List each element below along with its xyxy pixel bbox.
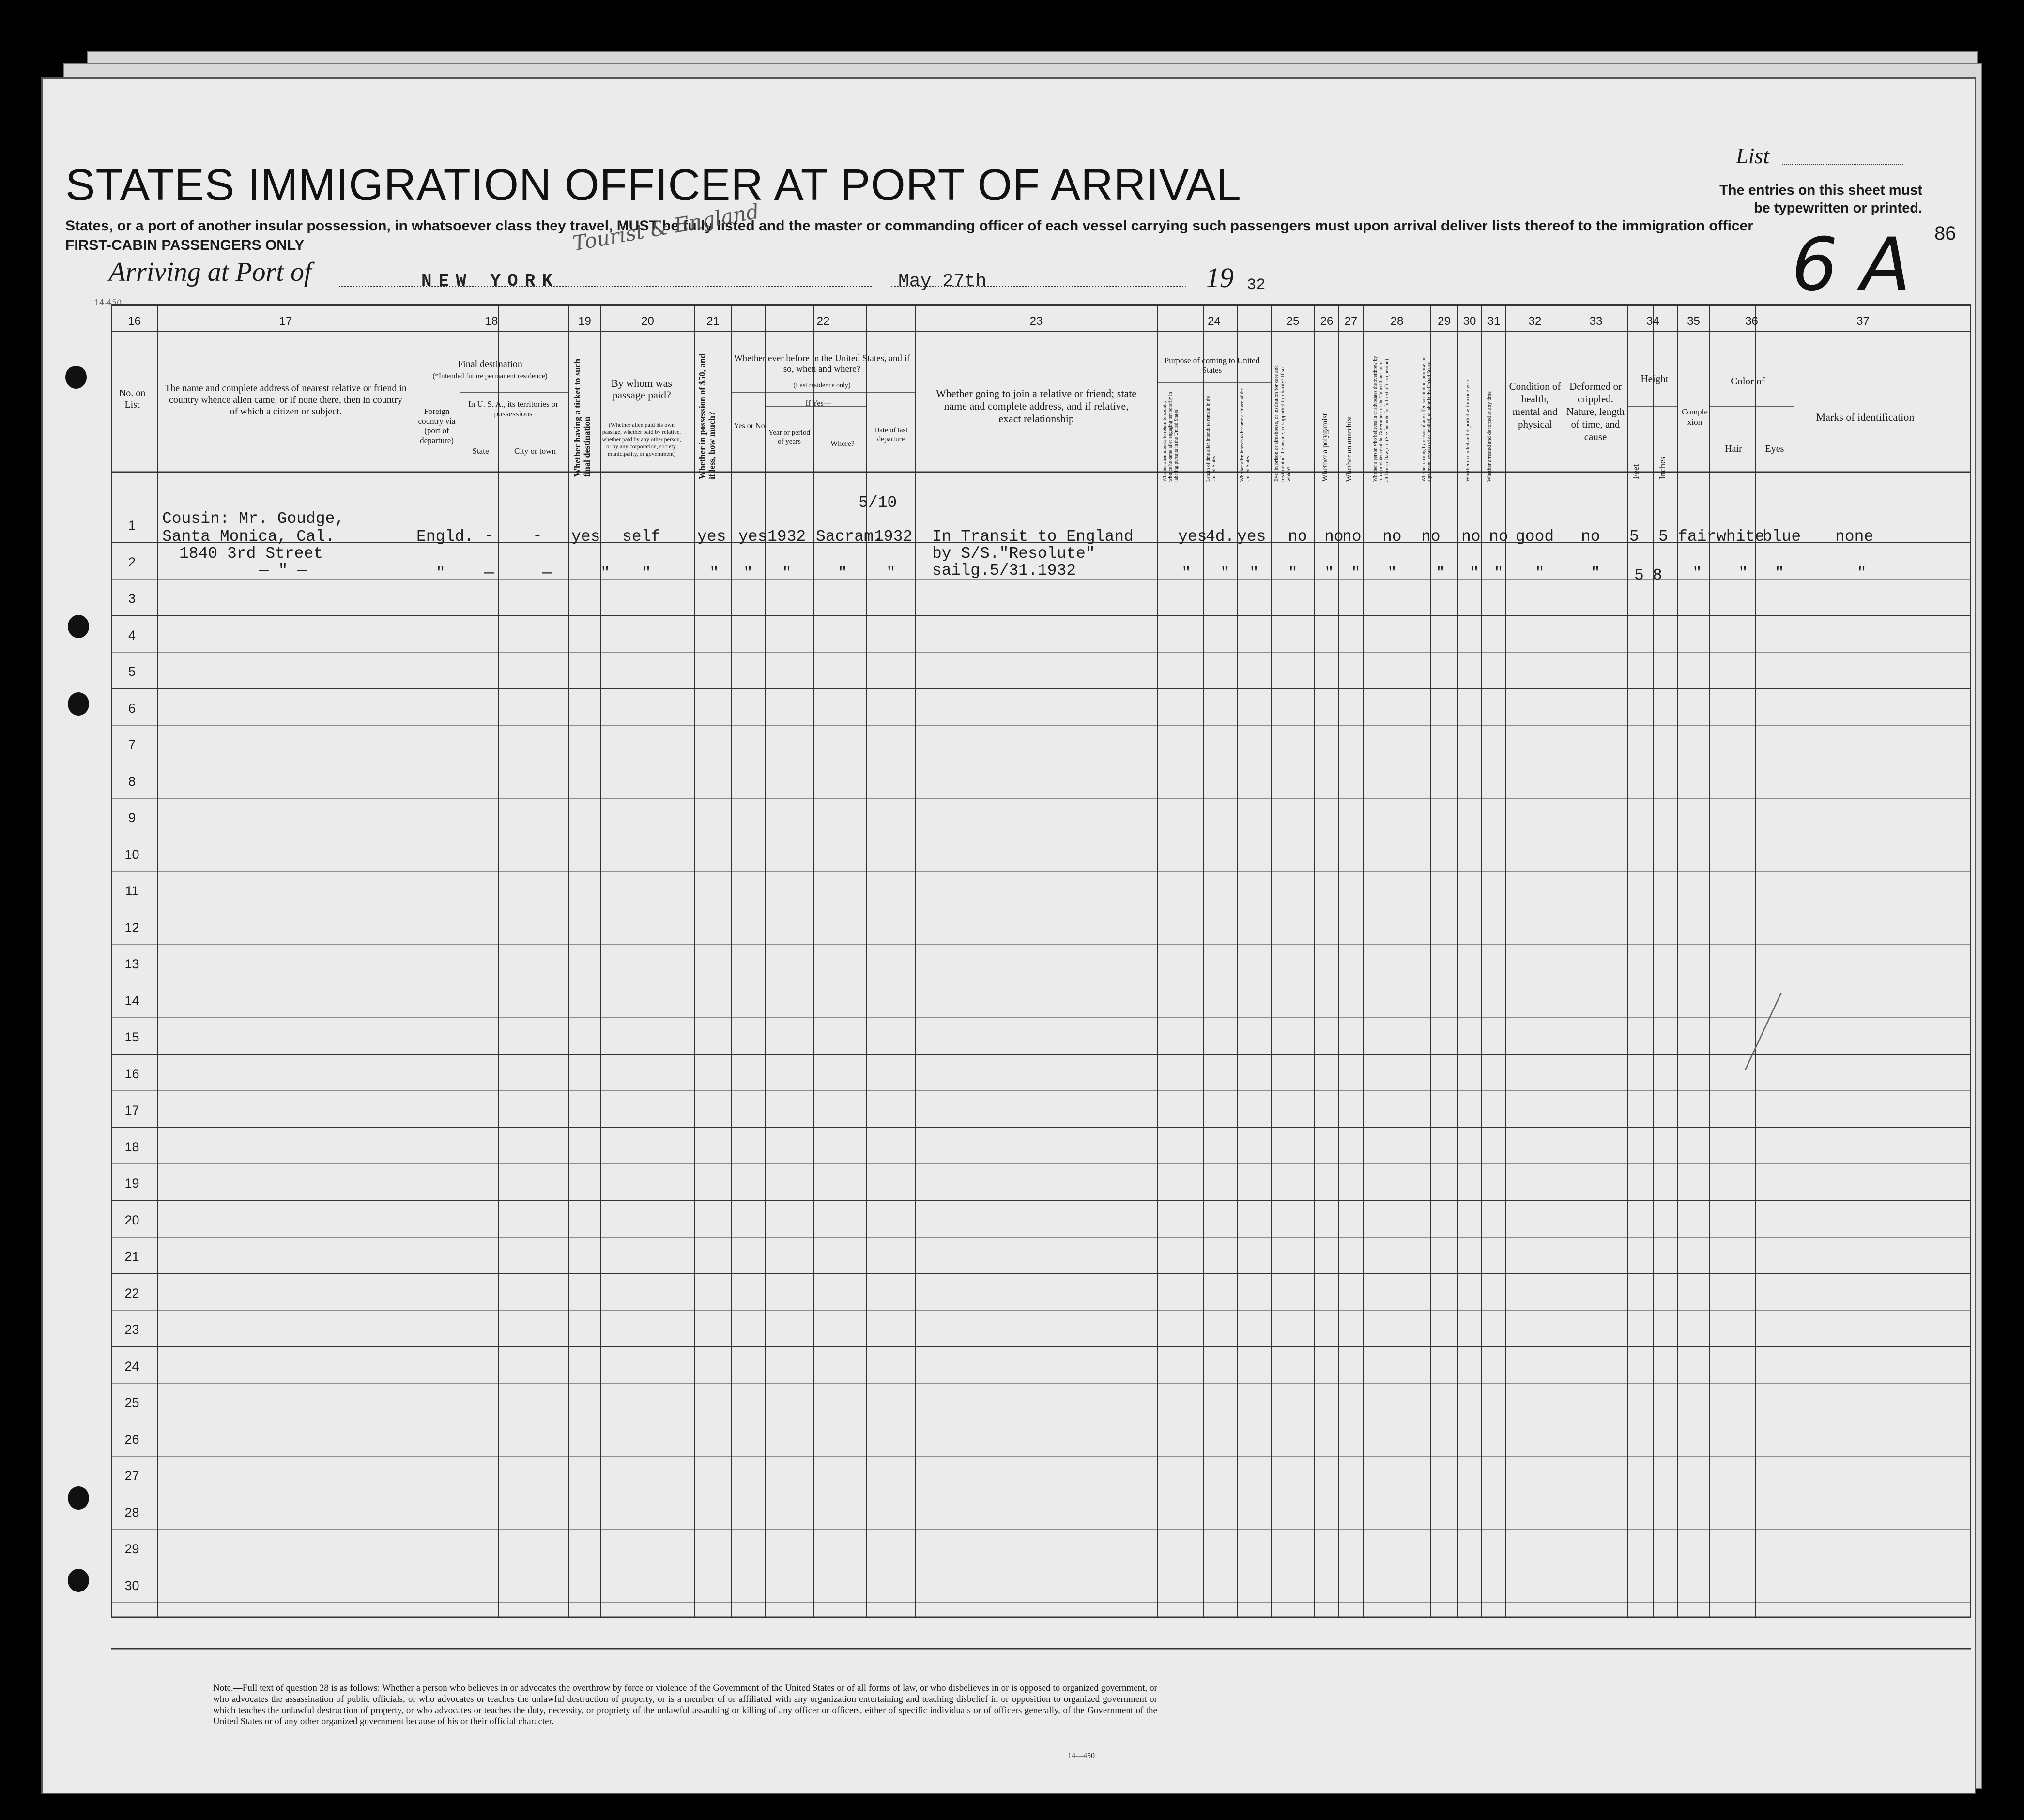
- header-height: Height: [1641, 373, 1669, 384]
- row1-state: -: [484, 527, 494, 545]
- row2-ditto: ": [1351, 564, 1361, 582]
- row-number-18: 18: [124, 1139, 139, 1154]
- row1-hair: white: [1717, 528, 1765, 546]
- row-number-26: 26: [124, 1432, 139, 1447]
- header-final-destination-note: (*Intended future permanent residence): [432, 372, 548, 380]
- header-anarchist: Whether an anarchist: [1345, 416, 1353, 482]
- header-where: Where?: [830, 440, 855, 448]
- handwritten-annotation: Tourist & England: [570, 199, 761, 256]
- row1-eyes: blue: [1763, 528, 1801, 546]
- column-number-22: 22: [816, 315, 830, 328]
- row2-ditto: —: [484, 564, 494, 582]
- row-number-21: 21: [124, 1249, 139, 1264]
- row-number-10: 10: [124, 847, 139, 862]
- row-number-7: 7: [128, 737, 136, 752]
- row-number-30: 30: [124, 1578, 139, 1593]
- arriving-label: Arriving at Port of: [109, 257, 312, 287]
- row1-money: yes: [697, 528, 726, 546]
- row1-relative-line2: Santa Monica, Cal.: [162, 528, 335, 546]
- row2-ditto: ": [642, 564, 651, 582]
- row1-purpose: yes: [1178, 528, 1207, 546]
- header-excluded: Whether excluded and deported within one year: [1465, 379, 1471, 482]
- column-number-34: 34: [1646, 315, 1659, 328]
- row2-ditto: ": [709, 564, 719, 582]
- column-number-21: 21: [706, 315, 720, 328]
- row1-ticket: yes: [571, 528, 600, 546]
- row-number-23: 23: [124, 1322, 139, 1337]
- arrival-date: May 27th: [898, 271, 987, 292]
- row-number-17: 17: [124, 1103, 139, 1117]
- row-number-24: 24: [124, 1359, 139, 1374]
- page-number: 86: [1934, 223, 1956, 244]
- list-label: List: [1736, 143, 1770, 168]
- row2-ditto: ": [1775, 564, 1784, 582]
- row1-prison: no: [1288, 528, 1307, 546]
- row-number-3: 3: [128, 591, 136, 606]
- row2-ditto: ": [1591, 564, 1600, 582]
- row2-ditto: ": [1494, 564, 1503, 582]
- row2-ditto: ": [782, 564, 792, 582]
- row1-deformed: no: [1581, 528, 1600, 546]
- row-number-27: 27: [124, 1468, 139, 1483]
- row-number-2: 2: [128, 554, 136, 569]
- column-number-32: 32: [1528, 315, 1542, 328]
- row-number-14: 14: [124, 993, 139, 1008]
- header-arrested: Whether arrested and deported at any time: [1487, 391, 1492, 482]
- column-number-28: 28: [1390, 315, 1404, 328]
- row-number-11: 11: [125, 884, 139, 898]
- footnote: Note.—Full text of question 28 is as follows: Whether a person who believes in or advocates the overthrow by force or violence of the Government of the United States or of all forms of law, or who disbelieves in or is opposed to organized government, or who advocates the assassination of public officials, or who advocates or teaches the unlawful destruction of property, or is a member of or affiliated with any organization entertaining and teaching disbelief in or opposition to organized government or which teaches the unlawful destruction of property, or who advocates or teaches the duty, necessity, or propriety of the unlawful assaulting or killing of any officer or officers, either of specific individuals or of officers generally, of the Government of the United States or of any other organized government because of his or their official character.: [213, 1683, 1157, 1727]
- header-hair: Hair: [1725, 444, 1742, 454]
- row2-ditto: ": [743, 564, 753, 582]
- column-number-33: 33: [1589, 315, 1603, 328]
- header-citizen-intent: Whether alien intends to become a citizen of the United States: [1240, 388, 1251, 482]
- row1-citizen: yes: [1237, 528, 1266, 546]
- row-number-4: 4: [128, 627, 136, 642]
- row2-ditto: ": [436, 564, 445, 582]
- column-number-23: 23: [1029, 315, 1043, 328]
- header-in-usa: In U. S. A., its territories or possessions: [468, 399, 559, 418]
- column-number-37: 37: [1856, 315, 1870, 328]
- header-return-intent: Whether alien intends to return to country whence he came after engaging temporarily in laboring pursuits in the United States: [1162, 392, 1179, 482]
- row2-ditto: ": [1692, 564, 1702, 582]
- header-passage-paid: By whom was passage paid?: [611, 377, 672, 401]
- row1-feet: 5: [1629, 528, 1639, 546]
- row1-overthrow: no: [1382, 528, 1402, 546]
- row-number-9: 9: [128, 811, 136, 825]
- column-number-24: 24: [1208, 315, 1221, 328]
- row1-before-date: 1932: [874, 528, 913, 546]
- row1-polygamist: no: [1324, 528, 1344, 546]
- row-number-28: 28: [124, 1505, 139, 1520]
- row1-passage-paid: self: [622, 528, 661, 546]
- row1-arrested: no: [1489, 528, 1508, 546]
- column-number-36: 36: [1745, 315, 1758, 328]
- header-if-yes: If Yes—: [805, 399, 831, 408]
- row-number-5: 5: [128, 664, 136, 679]
- row2-ditto: ": [1288, 564, 1298, 582]
- row1-before-date-top: 5/10: [859, 494, 897, 512]
- header-passage-paid-note: (Whether alien paid his own passage, whether paid by relative, whether paid by any other person, or by any corporation, society, municipality, or government): [602, 421, 681, 457]
- header-money: Whether in possession of $50, and if less, how much?: [697, 353, 717, 479]
- row2-ditto: ": [1436, 564, 1445, 582]
- header-final-destination: Final destination: [458, 359, 522, 369]
- row1-relative-line1: Cousin: Mr. Goudge,: [162, 510, 345, 528]
- row-number-29: 29: [124, 1542, 139, 1556]
- header-purpose: Purpose of coming to United States: [1164, 356, 1260, 375]
- header-labor-offer: Whether coming by reason of any offer, solicitation, promise, or agreement, expressed or implied, to labor in the United States: [1421, 357, 1432, 482]
- column-number-29: 29: [1438, 315, 1451, 328]
- row2-ditto: ": [886, 564, 896, 582]
- column-number-31: 31: [1487, 315, 1501, 328]
- header-prison: Ever in prison or almshouse, or institution for care and treatment of the insane, or supported by charity? If so, which?: [1273, 365, 1292, 482]
- row-number-22: 22: [124, 1285, 139, 1300]
- subtitle-first-cabin: FIRST-CABIN PASSENGERS ONLY: [65, 237, 305, 253]
- sheet-number: 6 A: [1792, 223, 1911, 307]
- row-number-19: 19: [124, 1176, 139, 1191]
- row1-before-yesno: yes: [738, 528, 767, 546]
- row1-anarchist: no: [1342, 528, 1362, 546]
- column-number-19: 19: [578, 315, 591, 328]
- header-before-note: (Last residence only): [793, 382, 851, 389]
- row2-ditto: ": [1470, 564, 1479, 582]
- row1-joining-line2: by S/S."Resolute": [932, 545, 1095, 563]
- header-relative-address: The name and complete address of nearest relative or friend in country whence alien came, or if none there, then in country of which a citizen or subject.: [165, 383, 407, 417]
- row2-ditto: ": [1220, 564, 1230, 582]
- row-number-15: 15: [124, 1030, 139, 1044]
- entries-note: The entries on this sheet must be typewritten or printed.: [1719, 183, 1922, 216]
- row1-marks: none: [1835, 528, 1874, 546]
- arrival-port: NEW YORK: [421, 271, 559, 291]
- row2-ditto: ": [1181, 564, 1191, 582]
- header-joining-relative: Whether going to join a relative or friend; state name and complete address, and if relative, exact relationship: [935, 387, 1137, 425]
- row1-city: -: [533, 527, 542, 545]
- row1-offer: no: [1421, 528, 1441, 546]
- page-title: STATES IMMIGRATION OFFICER AT PORT OF ARRIVAL: [65, 160, 1242, 210]
- row1-before-year: 1932: [767, 528, 806, 546]
- header-eyes: Eyes: [1765, 444, 1784, 454]
- row2-ditto: ": [1387, 564, 1397, 582]
- column-number-30: 30: [1463, 315, 1476, 328]
- row-number-12: 12: [124, 920, 139, 935]
- row2-ditto: ": [838, 564, 847, 582]
- row2-ditto: ": [1535, 564, 1545, 582]
- header-city: City or town: [514, 446, 556, 456]
- row2-feet: 5: [1634, 566, 1644, 584]
- row1-excluded: no: [1461, 528, 1481, 546]
- column-number-17: 17: [279, 315, 292, 328]
- header-before-in-us: Whether ever before in the United States, and if so, when and where?: [734, 353, 910, 374]
- row1-complexion: fair: [1678, 528, 1717, 546]
- row2-ditto: ": [1857, 564, 1867, 582]
- column-number-20: 20: [641, 315, 654, 328]
- row2-relative: — " —: [259, 562, 307, 580]
- header-overthrow: Whether a person who believes in or advocates the overthrow by force or violence of the Government of the United States or of all forms of law, etc. (See footnote for full text of this question): [1373, 356, 1390, 482]
- row-number-16: 16: [124, 1066, 139, 1081]
- header-ticket: Whether having a ticket to such final destination: [572, 358, 592, 477]
- header-year-period: Year or period of years: [768, 429, 810, 445]
- row2-ditto: ": [600, 564, 610, 582]
- row-number-8: 8: [128, 774, 136, 789]
- header-complexion: Complexion: [1682, 407, 1708, 427]
- row1-joining-line1: In Transit to England: [932, 528, 1134, 546]
- column-number-35: 35: [1687, 315, 1700, 328]
- form-number: 14—450: [1068, 1752, 1095, 1760]
- column-number-16: 16: [128, 315, 141, 328]
- row-number-1: 1: [128, 518, 136, 533]
- corner-form-number: 14-450: [94, 298, 122, 307]
- header-polygamist: Whether a polygamist: [1321, 413, 1329, 482]
- row2-ditto: ": [1249, 564, 1259, 582]
- header-length-stay: Length of time alien intends to remain in the United States: [1206, 395, 1217, 482]
- header-last-departure: Date of last departure: [874, 427, 908, 443]
- column-number-18: 18: [485, 315, 498, 328]
- header-no-on-list: No. on List: [119, 388, 146, 410]
- header-color-of: Color of—: [1731, 375, 1775, 387]
- row-number-13: 13: [124, 957, 139, 971]
- row2-ditto: ": [1738, 564, 1748, 582]
- year-prefix: 19: [1206, 262, 1234, 293]
- row-number-25: 25: [124, 1395, 139, 1410]
- column-number-26: 26: [1320, 315, 1334, 328]
- row2-inches: 8: [1653, 566, 1662, 584]
- header-marks: Marks of identification: [1816, 411, 1915, 423]
- header-foreign-country: Foreign country via (port of departure): [418, 407, 456, 445]
- row-number-6: 6: [128, 701, 136, 716]
- column-number-25: 25: [1286, 315, 1300, 328]
- column-number-27: 27: [1344, 315, 1358, 328]
- row1-foreign-country: Engld.: [416, 528, 474, 546]
- row2-ditto: —: [542, 564, 552, 582]
- row1-relative-line3: 1840 3rd Street: [179, 545, 323, 563]
- header-deformed: Deformed or crippled. Nature, length of time, and cause: [1566, 381, 1625, 443]
- row1-length: 4d.: [1206, 528, 1235, 546]
- row1-inches: 5: [1658, 528, 1668, 546]
- header-yes-no: Yes or No: [734, 422, 765, 430]
- header-inches: Inches: [1657, 457, 1667, 479]
- row2-ditto: ": [1324, 564, 1334, 582]
- header-health: Condition of health, mental and physical: [1509, 381, 1561, 430]
- subtitle-instructions: States, or a port of another insular possession, in whatsoever class they travel, MUST be fully listed and the master or commanding officer of each vessel carrying such passengers must upon arrival deliver lists thereof to the immigration officer: [65, 218, 1753, 234]
- row1-health: good: [1516, 528, 1554, 546]
- row-number-20: 20: [124, 1212, 139, 1227]
- header-feet: Feet: [1631, 464, 1641, 479]
- header-state: State: [472, 446, 489, 456]
- row1-before-where: Sacram.: [816, 528, 883, 546]
- row1-joining-line3: sailg.5/31.1932: [932, 562, 1076, 580]
- year-suffix: 32: [1247, 276, 1266, 294]
